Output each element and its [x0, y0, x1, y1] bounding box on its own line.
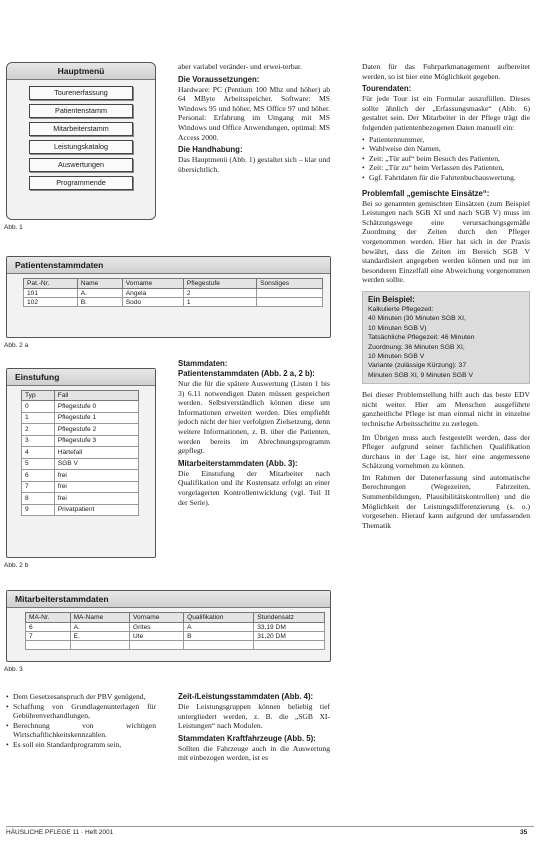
patient-master-text: Nur die für die spätere Auswertung (Listen 1 bis 3) 6.11 notwendigen Daten müssen gespeichert werden. Selbstverständlich können diese um Informationen erweitert werden. Dies empfiehlt jedoch nicht der hier verfolgten Zielsetzung, denn weitere Informationen, z. B. über die Patienten, werden bereits im Abrechnungsprogramm gepflegt. [178, 379, 330, 456]
figure-caption-1: Abb. 1 [4, 224, 23, 231]
table-cell[interactable]: 2 [22, 424, 55, 436]
table-row[interactable] [22, 412, 139, 424]
classification-figure [6, 368, 156, 558]
paragraph: Bei dieser Problemstellung hilft auch das beste EDV nicht weiter. Hier am Menschen ausgeführte ganzheitliche Pflege ist man einmal nicht in einzelne technische Arbeitsschritte zu zerlegen. [362, 390, 530, 428]
paragraph: Im Rahmen der Datenerfassung sind automatische Berechnungen (Wegezeiten, Fahrzeiten, Summenbildungen, Plausibilitätskontrollen) und die Möglichkeit der Leistungsdifferenzierung (s. o.) vorgesehen. Hierauf kann aufgrund der umfassenden Thematik [362, 472, 530, 530]
menu-button[interactable]: Programmende [29, 176, 133, 190]
table-row[interactable] [22, 447, 139, 459]
menu-button[interactable]: Leistungskatalog [29, 140, 133, 154]
table-cell[interactable]: 8 [22, 493, 55, 505]
menu-button[interactable]: Auswertungen [29, 158, 133, 172]
table-row[interactable] [22, 424, 139, 436]
column-header: Qualifikation [184, 613, 254, 623]
column-header: Typ [22, 391, 55, 401]
example-title: Ein Beispiel: [368, 294, 415, 304]
table-cell[interactable]: 101 [24, 289, 78, 298]
table-header-row [22, 391, 139, 401]
tour-data-text: Für jede Tour ist ein Formular auszufüllen. Dieses sollte ähnlich der „Erfassungsmaske“ (Abb. 6) gestaltet sein. Der Mitarbeiter in der Pflege trägt die folgenden patientenbezogenen Daten manuell ein: [362, 94, 530, 132]
footer-rule [6, 826, 534, 827]
classification-title: Einstufung [7, 369, 155, 386]
list-item: • Wahlweise den Namen, [362, 144, 530, 154]
example-lines [368, 305, 524, 380]
classification-table [21, 390, 139, 516]
table-cell[interactable]: Pflegestufe 0 [54, 401, 138, 413]
column-header: MA-Nr. [26, 613, 71, 623]
table-cell[interactable]: B [184, 632, 254, 641]
table-row[interactable] [22, 504, 139, 516]
requirements-heading: Die Voraussetzungen: [178, 74, 260, 84]
paragraph: Im Übrigen muss auch festgestellt werden, dass der Pfleger aufgrund seiner fachlichen Qualifikation durchaus in der Lage ist, hier eine angemessene Schätzung vornehmen zu können. [362, 432, 530, 471]
paragraph: aber variabel veränder- und erwei-terbar. [178, 62, 303, 71]
table-cell[interactable]: 1 [183, 298, 256, 307]
tour-data-heading: Tourendaten: [362, 84, 412, 94]
table-cell[interactable]: 7 [22, 481, 55, 493]
table-row[interactable] [22, 470, 139, 482]
menu-button[interactable]: Patientenstamm [29, 104, 133, 118]
employee-master-title: Mitarbeiterstammdaten [7, 591, 330, 608]
list-item: • Ggf. Fahrtdaten für die Fahrtenbuchauswertung. [362, 173, 530, 183]
table-cell[interactable]: Privatpatient [54, 504, 138, 516]
patient-master-title: Patientenstammdaten [7, 257, 330, 274]
tour-data-list [362, 135, 530, 183]
column2-bottom-text [178, 692, 330, 765]
vehicle-master-heading: Stammdaten Kraftfahrzeuge (Abb. 5): [178, 733, 316, 743]
column-header: Name [77, 279, 122, 289]
vehicle-master-text: Sollten die Fahrzeuge auch in die Auswertung mit einbezogen werden, ist es [178, 743, 330, 763]
patient-master-figure [6, 256, 331, 338]
column-header: Fall [54, 391, 138, 401]
example-line: Tatsächliche Pflegezeit: 46 Minuten [368, 334, 475, 342]
main-menu-button-list [7, 80, 155, 190]
list-item: • Berechnung von wichtigen Wirtschaftlichkeitskennzahlen. [6, 721, 156, 740]
table-cell[interactable]: 3 [22, 435, 55, 447]
table-cell[interactable] [129, 641, 183, 650]
example-line: 10 Minuten SGB V) [368, 324, 427, 332]
table-cell[interactable]: Angela [122, 289, 183, 298]
table-row[interactable] [26, 623, 325, 632]
table-cell[interactable]: 102 [24, 298, 78, 307]
table-cell[interactable]: frei [54, 470, 138, 482]
example-line: Minuten SGB XI, 9 Minuten SGB V [368, 371, 474, 379]
column1-bottom-text [6, 692, 156, 750]
table-cell[interactable]: Pflegestufe 1 [54, 412, 138, 424]
table-header-row [26, 613, 325, 623]
table-row[interactable] [24, 298, 323, 307]
table-row[interactable] [22, 435, 139, 447]
employee-table [25, 612, 325, 650]
master-data-heading: Stammdaten: [178, 359, 228, 368]
table-cell[interactable]: 31,20 DM [254, 632, 325, 641]
example-line: Variante (zulässige Kürzung): 37 [368, 362, 467, 370]
column-header: MA-Name [70, 613, 129, 623]
column-header: Sonstiges [257, 279, 323, 289]
table-cell[interactable] [257, 289, 323, 298]
menu-button[interactable]: Tourenerfassung [29, 86, 133, 100]
handling-text: Das Hauptmenü (Abb. 1) gestaltet sich – klar und übersichtlich. [178, 155, 330, 174]
table-cell[interactable]: 4 [22, 447, 55, 459]
table-cell[interactable]: 1 [22, 412, 55, 424]
requirements-text: Hardware: PC (Pentium 100 Mhz und höher) ab 64 MByte Arbeitsspeicher. Software: MS Windows 95 und höher, MS Office 97 und höher. Personal: Erfahrung im Umgang mit MS Windows und Office Anwendungen, optimal: MS Access 2000. [178, 84, 330, 142]
table-cell[interactable]: Grites [129, 623, 183, 632]
table-row[interactable] [24, 289, 323, 298]
table-cell[interactable]: A [184, 623, 254, 632]
table-row[interactable] [26, 632, 325, 641]
list-item: • Zeit: „Tür auf“ beim Besuch des Patienten, [362, 154, 530, 164]
example-line: 10 Minuten SGB V [368, 352, 425, 360]
table-cell[interactable]: B. [77, 298, 122, 307]
table-cell[interactable] [254, 641, 325, 650]
employee-master-text: Die Einstufung der Mitarbeiter nach Qualifikation und ihr Kostensatz erfolgt an einer vorgelagerten Kontrollentwicklung (vgl. Teil II der Serie). [178, 468, 330, 507]
table-cell[interactable]: 33,19 DM [254, 623, 325, 632]
mixed-assignments-text: Bei so genannten gemischten Einsätzen (zum Beispiel Leistungen nach SGB XI und nach SGB V) muss im Schätzungswege eine verursachungsgemäße Zuordnung der Zeiten durch den Pfleger vorgenommen werden. Hier hat sich in der Praxis bewährt, dass die Zeiten im Bereich SGB V standardisiert angegeben werden können und nur im besonderen Einzelfall eine Abweichung vorgenommen werden sollte. [362, 198, 530, 285]
list-item: • Dem Gesetzesanspruch der PBV genügend, [6, 692, 156, 702]
mixed-assignments-heading: Problemfall „gemischte Einsätze“: [362, 188, 490, 198]
handling-heading: Die Handhabung: [178, 145, 243, 155]
table-cell[interactable]: A. [77, 289, 122, 298]
table-cell[interactable]: frei [54, 493, 138, 505]
paragraph: Daten für das Fuhrparkmanagement aufbereitet werden, so ist hier eine Möglichkeit gegeben. [362, 62, 530, 81]
page-number: 35 [520, 829, 528, 836]
figure-caption-2a: Abb. 2 a [4, 342, 29, 349]
time-master-heading: Zeit-/Leistungsstammdaten (Abb. 4): [178, 692, 314, 701]
example-line: 40 Minuten (30 Minuten SGB XI, [368, 315, 466, 323]
column3-text [362, 62, 530, 532]
menu-button[interactable]: Mitarbeiterstamm [29, 122, 133, 136]
footer-publication: HÄUSLICHE PFLEGE 11 · Heft 2001 [6, 829, 114, 836]
table-cell[interactable]: 9 [22, 504, 55, 516]
table-row[interactable] [22, 458, 139, 470]
column-header: Pflegestufe [183, 279, 256, 289]
table-cell[interactable]: 2 [183, 289, 256, 298]
table-cell[interactable]: frei [54, 481, 138, 493]
column2-middle-text [178, 356, 330, 509]
figure-caption-3: Abb. 3 [4, 666, 23, 673]
table-cell[interactable]: SGB V [54, 458, 138, 470]
table-cell[interactable]: Härtefall [54, 447, 138, 459]
table-row[interactable] [22, 401, 139, 413]
table-cell[interactable]: 7 [26, 632, 71, 641]
table-row[interactable] [22, 481, 139, 493]
table-cell[interactable] [26, 641, 71, 650]
table-cell[interactable] [184, 641, 254, 650]
table-cell[interactable]: 0 [22, 401, 55, 413]
table-cell[interactable]: A. [70, 623, 129, 632]
employee-master-heading: Mitarbeiterstammdaten (Abb. 3): [178, 458, 298, 468]
main-menu-title: Hauptmenü [7, 63, 155, 80]
table-cell[interactable]: 5 [22, 458, 55, 470]
example-box [362, 291, 530, 384]
table-row[interactable] [26, 641, 325, 650]
table-cell[interactable] [70, 641, 129, 650]
table-cell[interactable]: 6 [22, 470, 55, 482]
example-line: Zuordnung: 36 Minuten SGB XI, [368, 343, 465, 351]
goals-list [6, 692, 156, 750]
table-row[interactable] [22, 493, 139, 505]
list-item: • Schaffung von Grundlagenunterlagen für Gebührenverhandlungen, [6, 702, 156, 721]
list-item: • Patientennummer, [362, 135, 530, 145]
patient-table [23, 278, 323, 307]
list-item: • Zeit: „Tür zu“ beim Verlassen des Patienten, [362, 163, 530, 173]
time-master-text: Die Leistungsgruppen können beliebig tief untergliedert werden, z. B. die „SGB XI-Leistungen“ nach Modulen. [178, 702, 330, 731]
column2-top-text [178, 62, 330, 176]
figure-caption-2b: Abb. 2 b [4, 562, 29, 569]
table-cell[interactable]: Pflegestufe 2 [54, 424, 138, 436]
column-header: Stundensatz [254, 613, 325, 623]
patient-master-heading: Patientenstammdaten (Abb. 2 a, 2 b): [178, 369, 315, 378]
table-cell[interactable]: Sodo [122, 298, 183, 307]
table-cell[interactable]: Ute [129, 632, 183, 641]
table-cell[interactable] [257, 298, 323, 307]
example-line: Kalkulierte Pflegezeit: [368, 305, 434, 313]
column-header: Vorname [122, 279, 183, 289]
column-header: Pat.-Nr. [24, 279, 78, 289]
table-cell[interactable]: Pflegestufe 3 [54, 435, 138, 447]
table-cell[interactable]: E. [70, 632, 129, 641]
employee-master-figure [6, 590, 331, 662]
column-header: Vorname [129, 613, 183, 623]
table-cell[interactable]: 6 [26, 623, 71, 632]
main-menu-figure [6, 62, 156, 220]
list-item: • Es soll ein Standardprogramm sein, [6, 740, 156, 750]
table-header-row [24, 279, 323, 289]
